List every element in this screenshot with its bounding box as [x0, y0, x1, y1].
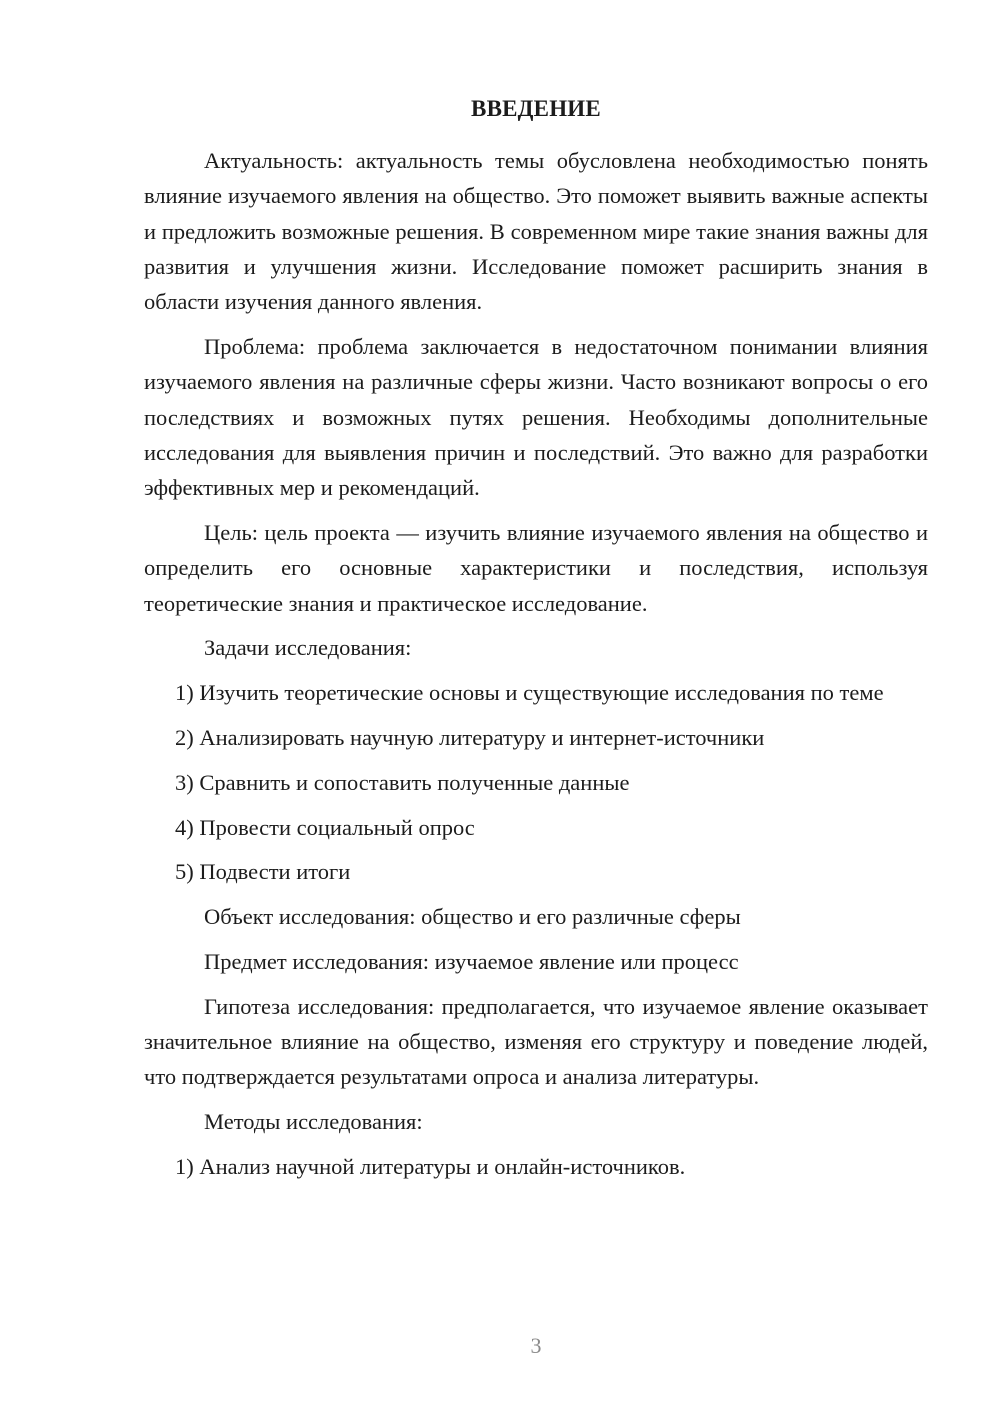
- task-item-3: 3) Сравнить и сопоставить полученные данные: [175, 769, 630, 795]
- page-number: 3: [530, 1333, 542, 1358]
- page-title: ВВЕДЕНИЕ: [471, 96, 601, 121]
- problem-paragraph: Проблема: проблема заключается в недостаточном понимании влияния изучаемого явления на различные сферы жизни. Часто возникают вопросы о его последствиях и возможных путях решения. Необходимы дополнительные исследования для выявления причин и последствий. Это важно для разработки эффективных мер и рекомендаций.: [144, 333, 928, 501]
- method-item-1: 1) Анализ научной литературы и онлайн-источников.: [175, 1153, 686, 1179]
- task-item-2: 2) Анализировать научную литературу и интернет-источники: [175, 724, 765, 750]
- task-item-1: 1) Изучить теоретические основы и существующие исследования по теме: [175, 680, 884, 706]
- research-subject: Предмет исследования: изучаемое явление или процесс: [204, 948, 739, 974]
- task-item-5: 5) Подвести итоги: [175, 859, 351, 885]
- methods-heading: Методы исследования:: [204, 1109, 423, 1135]
- research-object: Объект исследования: общество и его различные сферы: [204, 904, 741, 930]
- document-body: [144, 143, 928, 1194]
- task-item-4: 4) Провести социальный опрос: [175, 814, 475, 840]
- tasks-heading: Задачи исследования:: [204, 635, 412, 661]
- goal-paragraph: Цель: цель проекта — изучить влияние изучаемого явления на общество и определить его основные характеристики и последствия, используя теоретические знания и практическое исследование.: [144, 519, 928, 616]
- research-hypothesis: Гипотеза исследования: предполагается, что изучаемое явление оказывает значительное влияние на общество, изменяя его структуру и поведение людей, что подтверждается результатами опроса и анализа литературы.: [144, 993, 928, 1090]
- relevance-paragraph: Актуальность: актуальность темы обусловлена необходимостью понять влияние изучаемого явления на общество. Это поможет выявить важные аспекты и предложить возможные решения. В современном мире такие знания важны для развития и улучшения жизни. Исследование поможет расширить знания в области изучения данного явления.: [144, 148, 928, 315]
